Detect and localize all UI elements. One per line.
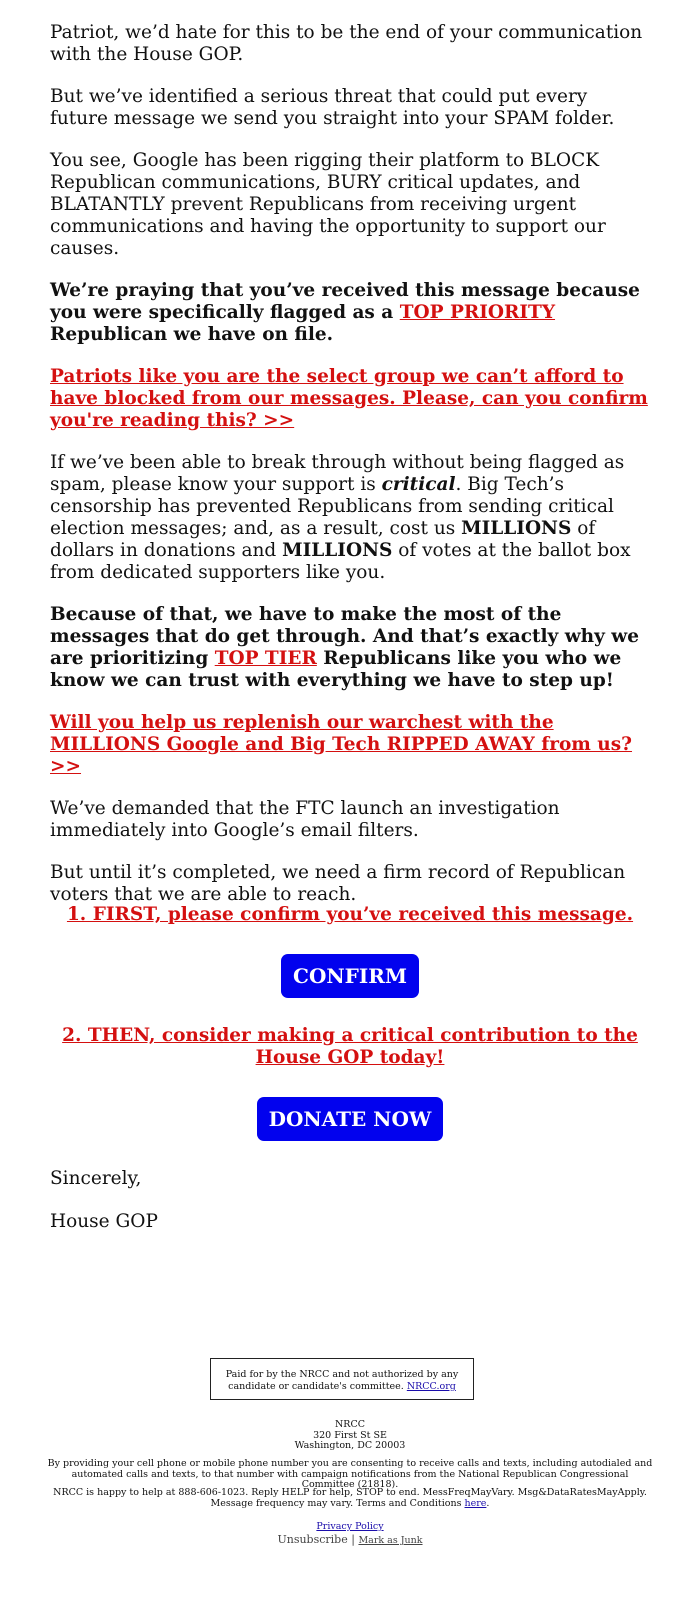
email-body <box>50 22 650 926</box>
unsubscribe-link[interactable]: Unsubscribe <box>277 1533 348 1546</box>
signoff: Sincerely, <box>50 1168 142 1189</box>
unsubscribe-row <box>45 1533 655 1548</box>
donate-now-button[interactable]: DONATE NOW <box>257 1097 444 1141</box>
text: Republican we have on file. <box>50 324 334 345</box>
paragraph-top-priority <box>50 280 650 346</box>
paragraph-support <box>50 452 650 584</box>
paragraph-intro: Patriot, we’d hate for this to be the end of your communication with the House GOP. <box>50 22 643 65</box>
paragraph-confirm-link <box>50 366 650 432</box>
sms-consent: By providing your cell phone or mobile phone number you are consenting to receive calls and texts, including autodialed and automated calls and texts, to that number with campaign notifications from the National Republican Congressional Committee (21818). <box>47 1458 653 1490</box>
text: Republicans like you who we know we can trust with everything we have to step up! <box>50 648 622 691</box>
paragraph-top-tier <box>50 604 650 692</box>
privacy-policy-link[interactable]: Privacy Policy <box>316 1521 384 1532</box>
text: Because of that, we have to make the most of the messages that do get through. And that’s exactly why we are prioritizing <box>50 604 639 669</box>
paragraph-record: But until it’s completed, we need a firm record of Republican voters that we are able to reach. <box>50 862 626 905</box>
step-two-link[interactable]: 2. THEN, consider making a critical contribution to the House GOP today! <box>62 1025 638 1068</box>
warchest-link[interactable]: Will you help us replenish our warchest with the MILLIONS Google and Big Tech RIPPED AWAY from us? >> <box>50 712 633 777</box>
disclaimer-text: Paid for by the NRCC and not authorized by any candidate or candidate's committee. <box>225 1369 459 1392</box>
confirm-reading-link[interactable]: Patriots like you are the select group we can’t afford to have blocked from our messages. Please, can you confirm you're reading this? >> <box>50 366 648 431</box>
help-end: . <box>486 1497 490 1509</box>
text: . Big Tech’s censorship has prevented Republicans from sending critical election messages; and, as a result, cost us <box>50 474 614 539</box>
help-text: NRCC is happy to help at 888-606-1023. Reply HELP for help, STOP to end. MessFreqMayVary. Msg&DataRatesMayApply. Message frequency may vary. Terms and Conditions <box>53 1487 647 1509</box>
terms-link[interactable]: here <box>464 1497 487 1509</box>
text: We’re praying that you’ve received this message because you were specifically flagged as a <box>50 280 640 323</box>
confirm-button[interactable]: CONFIRM <box>281 954 419 998</box>
sms-help <box>45 1488 655 1509</box>
step-one-link[interactable]: 1. FIRST, please confirm you’ve received this message. <box>66 904 634 925</box>
paragraph-spam-threat: But we’ve identified a serious threat that could put every future message we send you straight into your SPAM folder. <box>50 86 615 129</box>
donate-button-wrap <box>50 1097 650 1141</box>
top-tier-link[interactable]: TOP TIER <box>214 648 317 669</box>
paid-for-disclaimer <box>210 1358 474 1400</box>
top-priority-link[interactable]: TOP PRIORITY <box>399 302 556 323</box>
confirm-button-wrap <box>50 954 650 998</box>
signature: House GOP <box>50 1211 158 1232</box>
paragraph-ftc: We’ve demanded that the FTC launch an investigation immediately into Google’s email filters. <box>50 798 560 841</box>
paragraph-warchest-link <box>50 712 650 778</box>
text: of votes at the ballot box from dedicated supporters like you. <box>50 540 631 583</box>
address-line: 320 First St SE <box>313 1429 387 1441</box>
paragraph-google-claim: You see, Google has been rigging their platform to BLOCK Republican communications, BURY critical updates, and BLATANTLY prevent Republicans from receiving urgent communications and having the opportunity to support our causes. <box>50 150 606 259</box>
text: of dollars in donations and <box>50 518 596 561</box>
step-one <box>50 904 650 926</box>
separator: | <box>351 1533 355 1546</box>
org-name: NRCC <box>334 1419 365 1430</box>
text: If we’ve been able to break through without being flagged as spam, please know your support is <box>50 452 625 495</box>
nrcc-site-link[interactable]: NRCC.org <box>406 1381 456 1392</box>
step-two <box>50 1025 650 1069</box>
emphasis-millions: MILLIONS <box>282 540 393 561</box>
privacy-row <box>45 1522 655 1533</box>
address-line: Washington, DC 20003 <box>294 1440 406 1451</box>
emphasis-millions: MILLIONS <box>461 518 572 539</box>
emphasis-critical: critical <box>381 474 456 495</box>
mark-as-junk-link[interactable]: Mark as Junk <box>358 1535 423 1546</box>
mailing-address <box>45 1420 655 1452</box>
